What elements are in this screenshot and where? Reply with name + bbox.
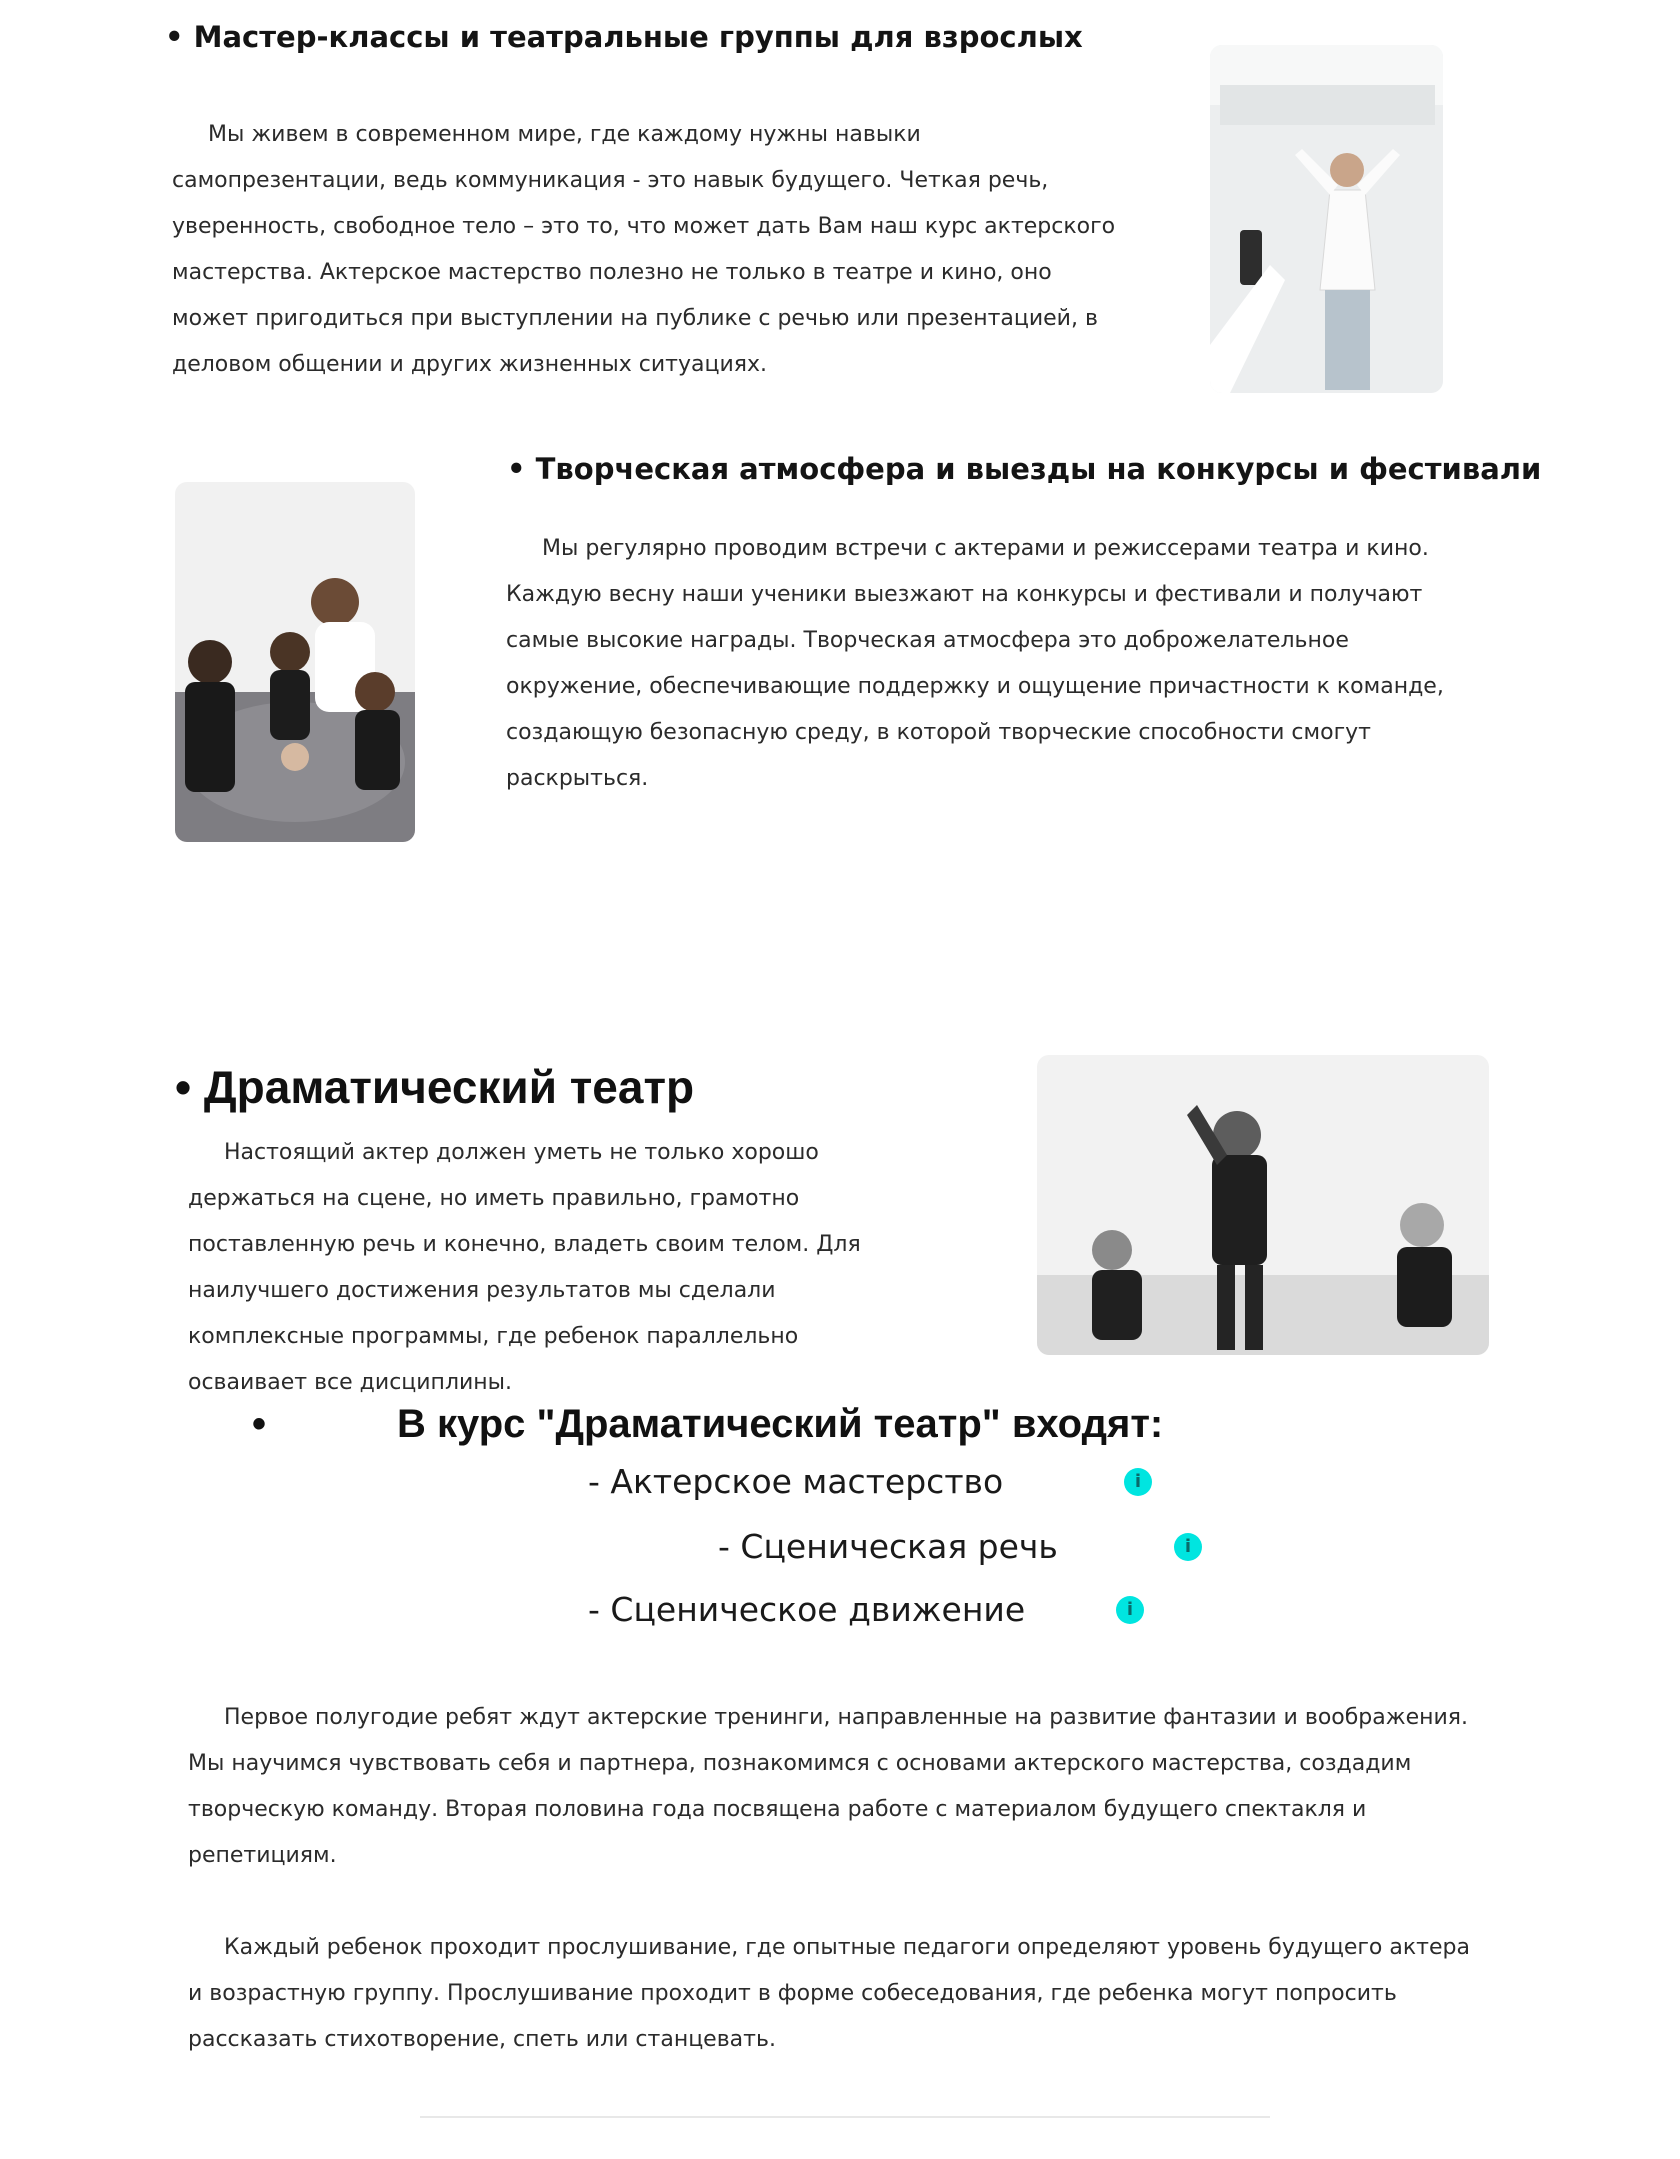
course-item-speech: - Сценическая речь xyxy=(718,1527,1058,1566)
first-half-text xyxy=(188,1695,1488,1879)
drama-paragraph: Настоящий актер должен уметь не только хорошо держаться на сцене, но иметь правильно, грамотно поставленную речь и конечно, владеть своим телом. Для наилучшего достижения результатов мы сделали комплексные программы, где ребенок параллельно осваивает все дисциплины. xyxy=(188,1140,861,1395)
festivals-paragraph: Мы регулярно проводим встречи с актерами и режиссерами театра и кино. Каждую весну наши ученики выезжают на конкурсы и фестивали и получают самые высокие награды. Творческая атмосфера это доброжелательное окружение, обеспечивающие поддержку и ощущение причастности к команде, создающую безопасную среду, в которой творческие способности смогут раскрыться. xyxy=(506,536,1444,791)
festivals-section-text xyxy=(506,526,1446,802)
audition-paragraph: Каждый ребенок проходит прослушивание, где опытные педагоги определяют уровень будущего актера и возрастную группу. Прослушивание проходит в форме собеседования, где ребенка могут попросить рассказать стихотворение, спеть или станцевать. xyxy=(188,1935,1470,2052)
first-half-paragraph: Первое полугодие ребят ждут актерские тренинги, направленные на развитие фантазии и воображения. Мы научимся чувствовать себя и партнера, познакомимся с основами актерского мастерства, создадим творческую команду. Вторая половина года посвящена работе с материалом будущего спектакля и репетициям. xyxy=(188,1705,1469,1868)
adults-paragraph: Мы живем в современном мире, где каждому нужны навыки самопрезентации, ведь коммуникация - это навык будущего. Четкая речь, уверенность, свободное тело – это то, что может дать Вам наш курс актерского мастерства. Актерское мастерство полезно не только в театре и кино, оно может пригодиться при выступлении на публике с речью или презентацией, в деловом общении и других жизненных ситуациях. xyxy=(172,122,1116,377)
drama-section-title: • Драматический театр xyxy=(175,1061,695,1113)
festivals-section-title: • Творческая атмосфера и выезды на конкурсы и фестивали xyxy=(507,452,1542,486)
adult-teacher-photo xyxy=(1210,45,1443,393)
kids-circle-photo xyxy=(175,482,415,842)
info-icon-speech[interactable]: i xyxy=(1174,1533,1202,1561)
adults-section-text xyxy=(172,112,1132,388)
info-icon-acting[interactable]: i xyxy=(1124,1468,1152,1496)
drama-rehearsal-photo xyxy=(1037,1055,1489,1355)
course-item-acting: - Актерское мастерство xyxy=(588,1462,1004,1501)
course-title: В курс "Драматический театр" входят: xyxy=(397,1402,1164,1446)
drama-section-text xyxy=(188,1130,918,1406)
adults-section-title: • Мастер-классы и театральные группы для взрослых xyxy=(165,20,1083,54)
footer-divider xyxy=(420,2116,1270,2118)
course-item-movement: - Сценическое движение xyxy=(588,1590,1026,1629)
course-bullet: • xyxy=(252,1402,267,1446)
audition-text xyxy=(188,1925,1488,2063)
info-icon-movement[interactable]: i xyxy=(1116,1596,1144,1624)
